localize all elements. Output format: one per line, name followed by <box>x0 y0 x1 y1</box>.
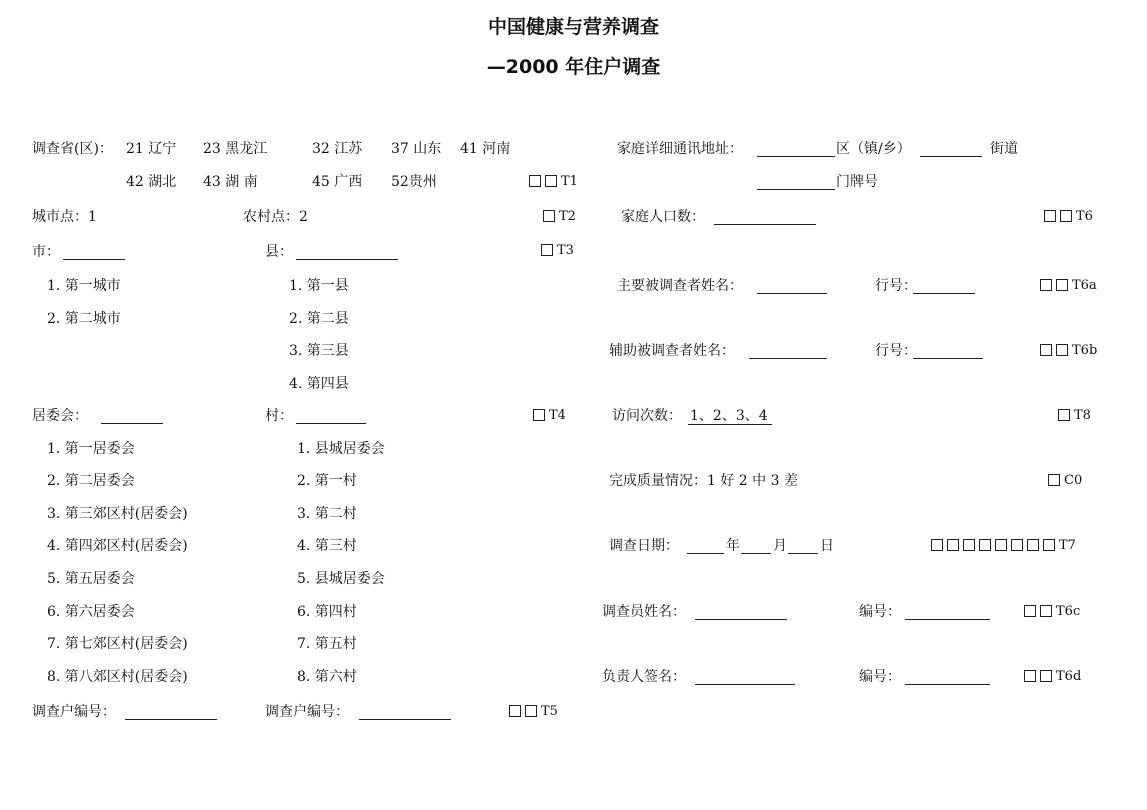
province-option: 41 河南 <box>460 141 511 157</box>
province-option: 23 黑龙江 <box>203 141 268 157</box>
code-box[interactable] <box>545 175 557 187</box>
code-box[interactable] <box>1024 670 1036 682</box>
year-label: 年 <box>726 538 740 554</box>
house-no-field[interactable] <box>757 175 835 190</box>
household-no-label: 调查户编号： <box>265 704 349 720</box>
province-option: 52贵州 <box>391 174 437 190</box>
city-field[interactable] <box>63 245 125 260</box>
code-box[interactable] <box>995 539 1007 551</box>
village-option: 5. 县城居委会 <box>297 571 385 587</box>
code-label: T6b <box>1072 343 1098 358</box>
code-label: T6c <box>1056 604 1081 619</box>
supervisor-id-field[interactable] <box>905 670 990 685</box>
code-label: T3 <box>557 243 574 258</box>
code-label: T6a <box>1072 278 1097 293</box>
code-boxes-t6b[interactable] <box>1040 344 1097 358</box>
urban-point-label: 城市点：1 <box>32 209 97 225</box>
code-label: C0 <box>1064 473 1083 488</box>
committee-option: 6. 第六居委会 <box>47 604 135 620</box>
committee-option: 2. 第二居委会 <box>47 473 135 489</box>
village-option: 4. 第三村 <box>297 538 357 554</box>
code-box[interactable] <box>543 210 555 222</box>
province-option: 43 湖 南 <box>203 174 258 190</box>
household-no-field[interactable] <box>125 705 217 720</box>
day-label: 日 <box>820 538 834 554</box>
village-option: 7. 第五村 <box>297 636 357 652</box>
street-field[interactable] <box>920 142 982 157</box>
investigator-label: 调查员姓名： <box>602 604 686 620</box>
code-box[interactable] <box>947 539 959 551</box>
county-option: 2. 第二县 <box>289 311 349 327</box>
code-box[interactable] <box>1056 279 1068 291</box>
city-option: 1. 第一城市 <box>47 278 121 294</box>
line-no-label: 行号： <box>875 343 917 359</box>
secondary-respondent-field[interactable] <box>749 344 827 359</box>
code-box[interactable] <box>1027 539 1039 551</box>
code-label: T6d <box>1056 669 1082 684</box>
code-box[interactable] <box>1048 474 1060 486</box>
code-boxes-t2[interactable] <box>543 210 576 224</box>
month-field[interactable] <box>741 539 771 554</box>
code-box[interactable] <box>1040 605 1052 617</box>
code-box[interactable] <box>1011 539 1023 551</box>
county-option: 1. 第一县 <box>289 278 349 294</box>
line-no-field[interactable] <box>913 344 983 359</box>
visits-label: 访问次数： <box>612 408 682 424</box>
committee-option: 5. 第五居委会 <box>47 571 135 587</box>
family-size-field[interactable] <box>714 210 816 225</box>
village-option: 1. 县城居委会 <box>297 441 385 457</box>
household-no-label: 调查户编号： <box>32 704 116 720</box>
village-option: 2. 第一村 <box>297 473 357 489</box>
visits-value-wrap <box>688 407 772 425</box>
date-label: 调查日期： <box>609 538 679 554</box>
code-box[interactable] <box>541 244 553 256</box>
county-option: 3. 第三县 <box>289 343 349 359</box>
committee-label: 居委会： <box>32 408 88 424</box>
code-box[interactable] <box>1043 539 1055 551</box>
address-label: 家庭详细通讯地址： <box>617 141 743 157</box>
house-no-label: 门牌号 <box>836 174 878 190</box>
code-label: T4 <box>549 408 566 423</box>
family-size-label: 家庭人口数： <box>621 209 705 225</box>
code-label: T6 <box>1076 209 1093 224</box>
code-box[interactable] <box>533 409 545 421</box>
code-box[interactable] <box>525 705 537 717</box>
code-label: T1 <box>561 174 578 189</box>
code-box[interactable] <box>1040 670 1052 682</box>
year-field[interactable] <box>687 539 724 554</box>
committee-option: 4. 第四郊区村(居委会) <box>47 538 188 554</box>
code-boxes-t1[interactable] <box>529 175 578 189</box>
day-field[interactable] <box>788 539 818 554</box>
province-option: 45 广西 <box>312 174 363 190</box>
county-option: 4. 第四县 <box>289 376 349 392</box>
code-box[interactable] <box>1060 210 1072 222</box>
province-option: 37 山东 <box>391 141 442 157</box>
committee-option: 7. 第七郊区村(居委会) <box>47 636 188 652</box>
code-boxes-t6[interactable] <box>1044 210 1093 224</box>
code-boxes-t7[interactable] <box>931 539 1076 553</box>
code-boxes-t6d[interactable] <box>1024 670 1081 684</box>
code-label: T2 <box>559 209 576 224</box>
page-subtitle: —2000 年住户调查 <box>486 56 661 78</box>
quality-label: 完成质量情况：1 好 2 中 3 差 <box>609 473 798 489</box>
code-box[interactable] <box>1056 344 1068 356</box>
code-box[interactable] <box>1058 409 1070 421</box>
code-boxes-t6a[interactable] <box>1040 279 1097 293</box>
code-box[interactable] <box>963 539 975 551</box>
street-label: 街道 <box>990 141 1018 157</box>
village-option: 3. 第二村 <box>297 506 357 522</box>
id-label: 编号： <box>859 669 901 685</box>
line-no-field[interactable] <box>913 279 975 294</box>
committee-field[interactable] <box>101 409 163 424</box>
code-box[interactable] <box>529 175 541 187</box>
code-box[interactable] <box>1040 279 1052 291</box>
province-option: 42 湖北 <box>126 174 177 190</box>
line-no-label: 行号： <box>875 278 917 294</box>
code-box[interactable] <box>1044 210 1056 222</box>
code-boxes-c0[interactable] <box>1048 474 1082 488</box>
code-label: T5 <box>541 704 558 719</box>
primary-respondent-field[interactable] <box>757 279 827 294</box>
code-boxes-t6c[interactable] <box>1024 605 1080 619</box>
city-option: 2. 第二城市 <box>47 311 121 327</box>
county-label: 县： <box>265 244 293 260</box>
code-label: T7 <box>1059 538 1076 553</box>
village-option: 6. 第四村 <box>297 604 357 620</box>
code-box[interactable] <box>509 705 521 717</box>
county-field[interactable] <box>296 245 398 260</box>
province-label: 调查省(区)： <box>32 141 113 157</box>
investigator-id-field[interactable] <box>905 605 990 620</box>
code-box[interactable] <box>979 539 991 551</box>
code-box[interactable] <box>1040 344 1052 356</box>
household-no-field[interactable] <box>359 705 451 720</box>
committee-option: 3. 第三郊区村(居委会) <box>47 506 188 522</box>
code-box[interactable] <box>1024 605 1036 617</box>
code-boxes-t4[interactable] <box>533 409 566 423</box>
primary-respondent-label: 主要被调查者姓名： <box>617 278 743 294</box>
secondary-respondent-label: 辅助被调查者姓名： <box>609 343 735 359</box>
supervisor-label: 负责人签名： <box>602 669 686 685</box>
investigator-field[interactable] <box>695 605 787 620</box>
village-field[interactable] <box>296 409 366 424</box>
visits-value: 1、2、3、4 <box>688 408 772 425</box>
district-field[interactable] <box>757 142 835 157</box>
city-label: 市： <box>32 244 60 260</box>
village-option: 8. 第六村 <box>297 669 357 685</box>
month-label: 月 <box>773 538 787 554</box>
code-boxes-t3[interactable] <box>541 244 574 258</box>
page-title: 中国健康与营养调查 <box>487 16 659 38</box>
code-boxes-t5[interactable] <box>509 705 558 719</box>
province-option: 21 辽宁 <box>126 141 177 157</box>
committee-option: 8. 第八郊区村(居委会) <box>47 669 188 685</box>
district-label: 区（镇/乡） <box>836 141 911 157</box>
code-label: T8 <box>1074 408 1091 423</box>
rural-point-label: 农村点：2 <box>243 209 308 225</box>
committee-option: 1. 第一居委会 <box>47 441 135 457</box>
province-option: 32 江苏 <box>312 141 363 157</box>
id-label: 编号： <box>859 604 901 620</box>
code-boxes-t8[interactable] <box>1058 409 1091 423</box>
village-label: 村： <box>265 408 293 424</box>
code-box[interactable] <box>931 539 943 551</box>
supervisor-field[interactable] <box>695 670 795 685</box>
